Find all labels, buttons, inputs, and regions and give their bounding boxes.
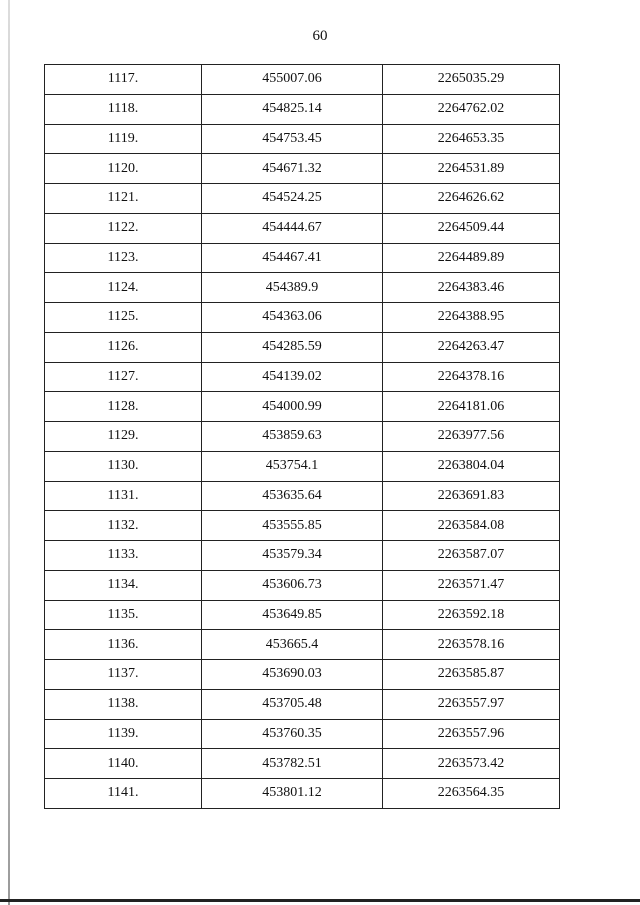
x-coordinate-cell: 454139.02: [202, 362, 383, 392]
table-row: [45, 719, 560, 749]
page-number: 60: [312, 28, 328, 44]
x-coordinate-cell: 454444.67: [202, 213, 383, 243]
point-number-cell: 1121.: [45, 184, 202, 214]
y-coordinate-cell: 2264762.02: [383, 94, 560, 124]
point-number-cell: 1131.: [45, 481, 202, 511]
point-number-cell: 1135.: [45, 600, 202, 630]
y-coordinate-cell: 2263584.08: [383, 511, 560, 541]
x-coordinate-cell: 453665.4: [202, 630, 383, 660]
y-coordinate-cell: 2264388.95: [383, 303, 560, 333]
table-row: [45, 213, 560, 243]
y-coordinate-cell: 2264181.06: [383, 392, 560, 422]
x-coordinate-cell: 453705.48: [202, 689, 383, 719]
point-number-cell: 1124.: [45, 273, 202, 303]
y-coordinate-cell: 2263557.97: [383, 689, 560, 719]
y-coordinate-cell: 2264626.62: [383, 184, 560, 214]
x-coordinate-cell: 454389.9: [202, 273, 383, 303]
point-number-cell: 1133.: [45, 541, 202, 571]
y-coordinate-cell: 2263592.18: [383, 600, 560, 630]
table-row: [45, 570, 560, 600]
table-row: [45, 511, 560, 541]
table-row: [45, 362, 560, 392]
y-coordinate-cell: 2264531.89: [383, 154, 560, 184]
point-number-cell: 1120.: [45, 154, 202, 184]
table-row: [45, 749, 560, 779]
y-coordinate-cell: 2264383.46: [383, 273, 560, 303]
x-coordinate-cell: 454000.99: [202, 392, 383, 422]
y-coordinate-cell: 2263804.04: [383, 451, 560, 481]
x-coordinate-cell: 454524.25: [202, 184, 383, 214]
x-coordinate-cell: 453754.1: [202, 451, 383, 481]
point-number-cell: 1141.: [45, 779, 202, 809]
x-coordinate-cell: 455007.06: [202, 65, 383, 95]
table-row: [45, 422, 560, 452]
point-number-cell: 1130.: [45, 451, 202, 481]
coordinates-table-body: [45, 65, 560, 809]
x-coordinate-cell: 453801.12: [202, 779, 383, 809]
point-number-cell: 1134.: [45, 570, 202, 600]
y-coordinate-cell: 2263691.83: [383, 481, 560, 511]
table-row: [45, 243, 560, 273]
x-coordinate-cell: 453859.63: [202, 422, 383, 452]
table-row: [45, 303, 560, 333]
y-coordinate-cell: 2264378.16: [383, 362, 560, 392]
table-row: [45, 660, 560, 690]
point-number-cell: 1125.: [45, 303, 202, 333]
point-number-cell: 1136.: [45, 630, 202, 660]
point-number-cell: 1138.: [45, 689, 202, 719]
point-number-cell: 1122.: [45, 213, 202, 243]
point-number-cell: 1137.: [45, 660, 202, 690]
y-coordinate-cell: 2264489.89: [383, 243, 560, 273]
table-row: [45, 481, 560, 511]
y-coordinate-cell: 2263587.07: [383, 541, 560, 571]
table-row: [45, 154, 560, 184]
x-coordinate-cell: 453579.34: [202, 541, 383, 571]
point-number-cell: 1132.: [45, 511, 202, 541]
point-number-cell: 1139.: [45, 719, 202, 749]
point-number-cell: 1140.: [45, 749, 202, 779]
point-number-cell: 1127.: [45, 362, 202, 392]
point-number-cell: 1129.: [45, 422, 202, 452]
point-number-cell: 1126.: [45, 332, 202, 362]
y-coordinate-cell: 2263578.16: [383, 630, 560, 660]
point-number-cell: 1117.: [45, 65, 202, 95]
table-row: [45, 689, 560, 719]
point-number-cell: 1123.: [45, 243, 202, 273]
y-coordinate-cell: 2263573.42: [383, 749, 560, 779]
y-coordinate-cell: 2264509.44: [383, 213, 560, 243]
point-number-cell: 1128.: [45, 392, 202, 422]
x-coordinate-cell: 454671.32: [202, 154, 383, 184]
y-coordinate-cell: 2263564.35: [383, 779, 560, 809]
y-coordinate-cell: 2263557.96: [383, 719, 560, 749]
x-coordinate-cell: 454285.59: [202, 332, 383, 362]
table-row: [45, 451, 560, 481]
scan-bottom-edge: [0, 899, 640, 902]
coordinates-table: [44, 64, 560, 809]
table-row: [45, 392, 560, 422]
table-row: [45, 332, 560, 362]
y-coordinate-cell: 2265035.29: [383, 65, 560, 95]
table-row: [45, 779, 560, 809]
table-row: [45, 541, 560, 571]
x-coordinate-cell: 454753.45: [202, 124, 383, 154]
table-row: [45, 630, 560, 660]
y-coordinate-cell: 2263585.87: [383, 660, 560, 690]
x-coordinate-cell: 454825.14: [202, 94, 383, 124]
table-row: [45, 94, 560, 124]
y-coordinate-cell: 2263977.56: [383, 422, 560, 452]
x-coordinate-cell: 454363.06: [202, 303, 383, 333]
table-row: [45, 65, 560, 95]
point-number-cell: 1119.: [45, 124, 202, 154]
x-coordinate-cell: 453635.64: [202, 481, 383, 511]
point-number-cell: 1118.: [45, 94, 202, 124]
table-row: [45, 273, 560, 303]
x-coordinate-cell: 453690.03: [202, 660, 383, 690]
x-coordinate-cell: 453606.73: [202, 570, 383, 600]
x-coordinate-cell: 453555.85: [202, 511, 383, 541]
x-coordinate-cell: 454467.41: [202, 243, 383, 273]
table-row: [45, 600, 560, 630]
x-coordinate-cell: 453782.51: [202, 749, 383, 779]
table-row: [45, 184, 560, 214]
table-row: [45, 124, 560, 154]
y-coordinate-cell: 2264653.35: [383, 124, 560, 154]
scan-left-edge: [8, 0, 10, 905]
x-coordinate-cell: 453760.35: [202, 719, 383, 749]
y-coordinate-cell: 2264263.47: [383, 332, 560, 362]
x-coordinate-cell: 453649.85: [202, 600, 383, 630]
y-coordinate-cell: 2263571.47: [383, 570, 560, 600]
